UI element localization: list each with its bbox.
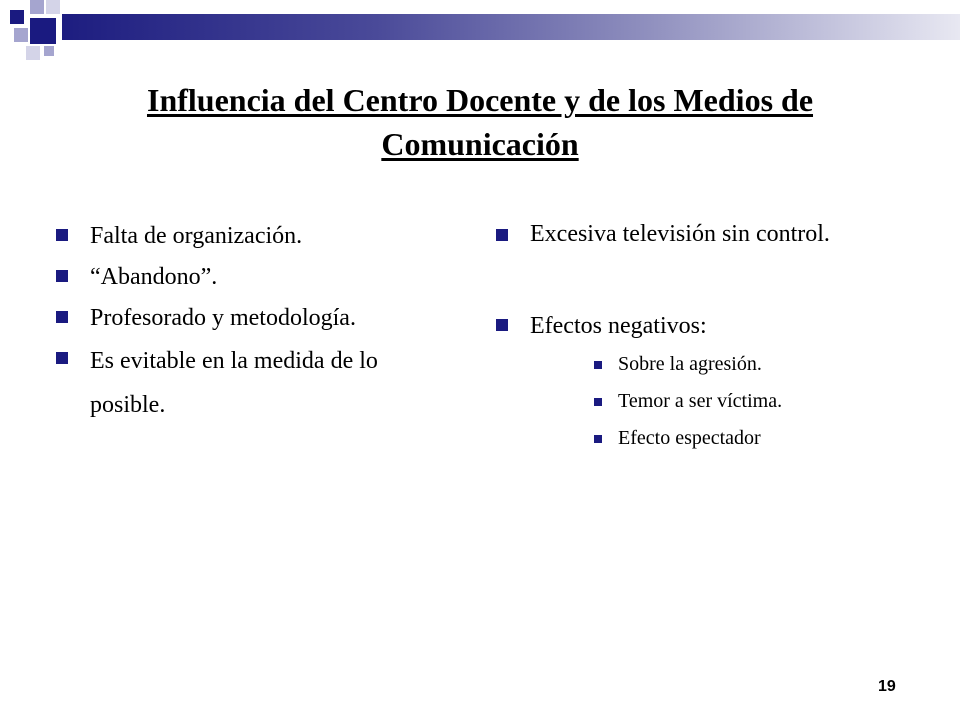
header-decoration: [0, 0, 960, 60]
list-item-text: Efectos negativos:: [530, 313, 707, 339]
decor-square-icon: [26, 46, 40, 60]
sub-list-item-text: Sobre la agresión.: [618, 353, 762, 375]
sub-list-item: [594, 383, 916, 420]
list-item-text: Falta de organización.: [90, 223, 303, 249]
list-item-text: “Abandono”.: [90, 264, 218, 290]
sub-list-item-text: Efecto espectador: [618, 427, 761, 449]
list-item: [56, 257, 456, 297]
slide-title-line1: Influencia del Centro Docente y de los Medios de: [146, 82, 814, 118]
square-bullet-icon: [56, 311, 68, 323]
sub-list-item-text: Temor a ser víctima.: [618, 390, 783, 412]
slide-title: [60, 78, 900, 166]
list-item: [496, 216, 916, 252]
small-square-bullet-icon: [594, 398, 602, 406]
list-item: [496, 306, 916, 346]
decor-square-icon: [30, 0, 44, 14]
page-number: 19: [878, 678, 896, 695]
decor-square-icon: [30, 18, 56, 44]
square-bullet-icon: [496, 229, 508, 241]
sub-list-item: [594, 346, 916, 383]
decor-square-icon: [46, 0, 60, 14]
square-bullet-icon: [496, 319, 508, 331]
left-bullet-list: [56, 216, 456, 427]
list-item: [56, 298, 456, 338]
list-item-text: Es evitable en la medida de lo posible.: [90, 348, 378, 418]
slide-title-line2: Comunicación: [381, 126, 579, 162]
right-bullet-list: [496, 216, 916, 457]
square-bullet-icon: [56, 352, 68, 364]
square-bullet-icon: [56, 270, 68, 282]
decor-square-icon: [10, 10, 24, 24]
square-bullet-icon: [56, 229, 68, 241]
decor-square-icon: [44, 46, 54, 56]
small-square-bullet-icon: [594, 361, 602, 369]
list-item-text: Profesorado y metodología.: [90, 305, 356, 331]
header-gradient-bar: [62, 14, 960, 40]
list-item: [56, 216, 456, 256]
small-square-bullet-icon: [594, 435, 602, 443]
list-item: [56, 339, 456, 427]
sub-list-item: [594, 420, 916, 457]
list-item-text: Excesiva televisión sin control.: [530, 221, 830, 247]
decor-square-icon: [14, 28, 28, 42]
